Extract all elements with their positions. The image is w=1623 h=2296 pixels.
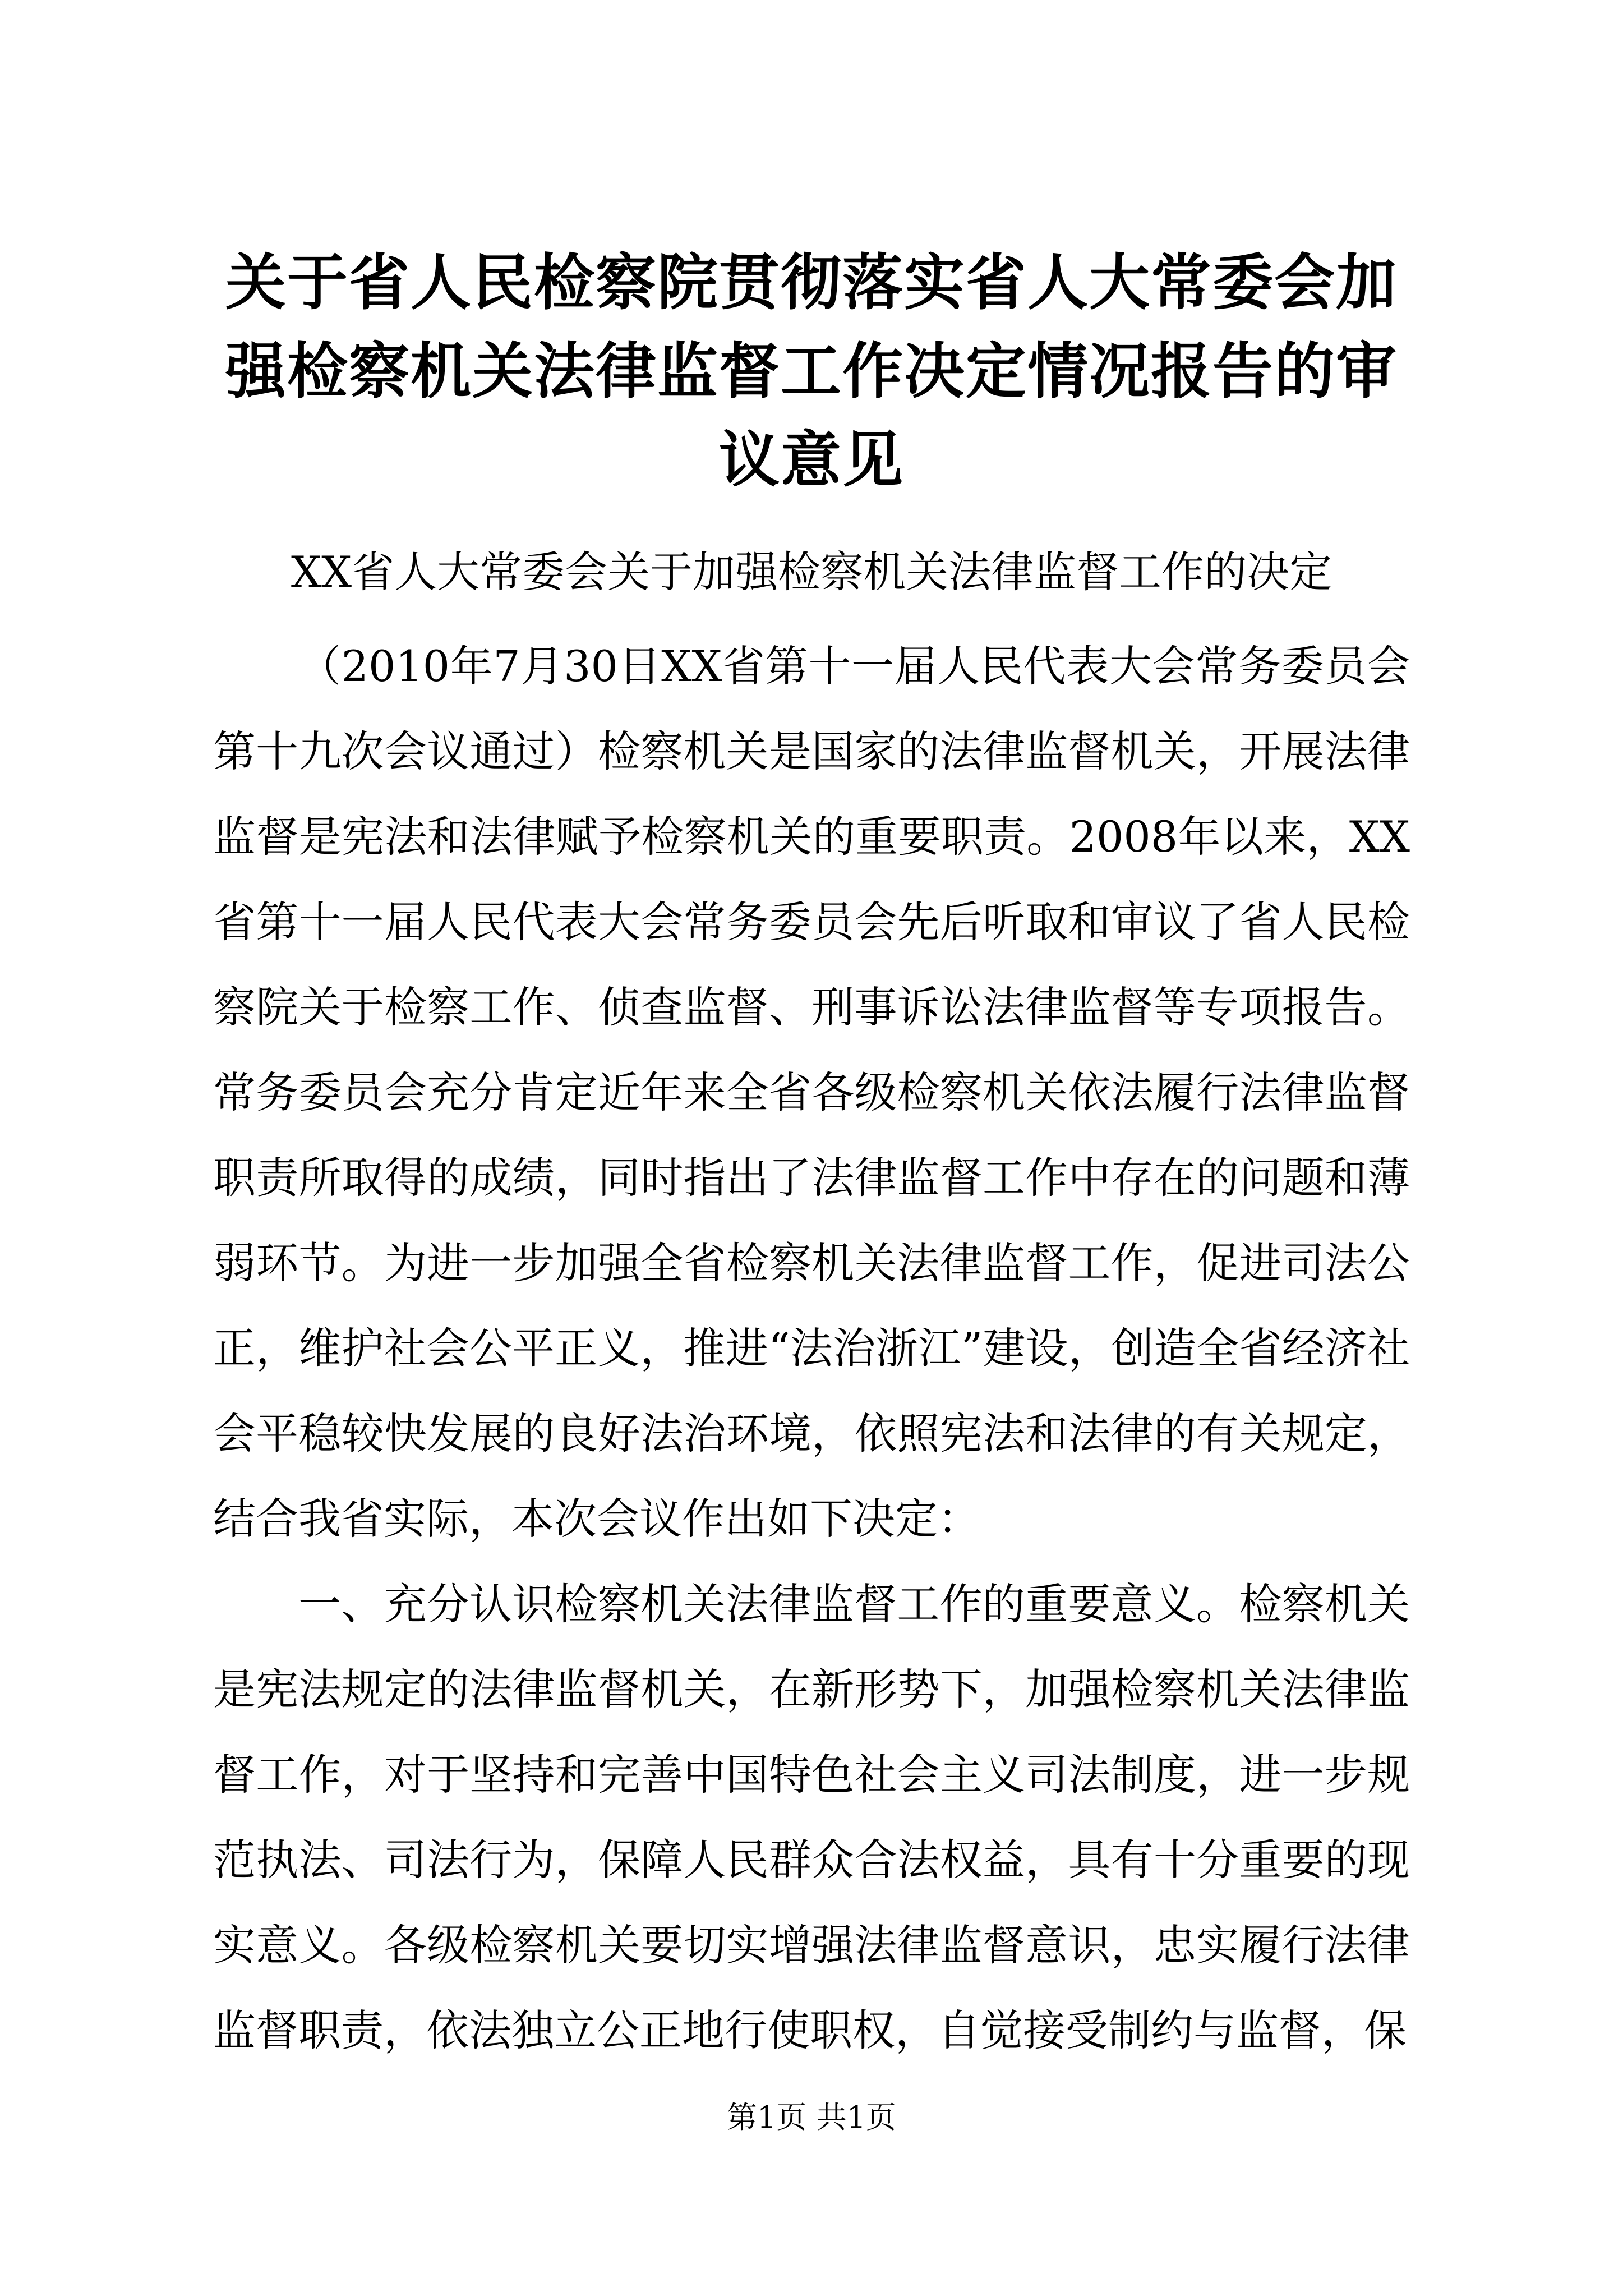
page-footer: 第1页 共1页 (727, 2100, 896, 2135)
body-paragraph-1: （2010年7月30日XX省第十一届人民代表大会常务委员会第十九次会议通过）检察机关是国家的法律监督机关，开展法律监督是宪法和法律赋予检察机关的重要职责。2008年以来，XX省第十一届人民代表大会常务委员会先后听取和审议了省人民检察院关于检察工作、侦查监督、刑事诉讼法律监督等专项报告。常务委员会充分肯定近年来全省各级检察机关依法履行法律监督职责所取得的成绩，同时指出了法律监督工作中存在的问题和薄弱环节。为进一步加强全省检察机关法律监督工作，促进司法公正，维护社会公平正义，推进“法治浙江”建设，创造全省经济社会平稳较快发展的良好法治环境，依照宪法和法律的有关规定，结合我省实际，本次会议作出如下决定： (213, 641, 1410, 1544)
document-title: 关于省人民检察院贯彻落实省人大常委会加强检察机关法律监督工作决定情况报告的审议意见 (225, 247, 1398, 495)
document-subtitle: XX省人大常委会关于加强检察机关法律监督工作的决定 (291, 547, 1332, 597)
document-body (213, 624, 1410, 2073)
body-paragraph-2: 一、充分认识检察机关法律监督工作的重要意义。检察机关是宪法规定的法律监督机关，在新形势下，加强检察机关法律监督工作，对于坚持和完善中国特色社会主义司法制度，进一步规范执法、司法行为，保障人民群众合法权益，具有十分重要的现实意义。各级检察机关要切实增强法律监督意识，忠实履行法律监督职责，依法独立公正地行使职权，自觉接受制约与监督，保 (213, 1579, 1410, 2055)
